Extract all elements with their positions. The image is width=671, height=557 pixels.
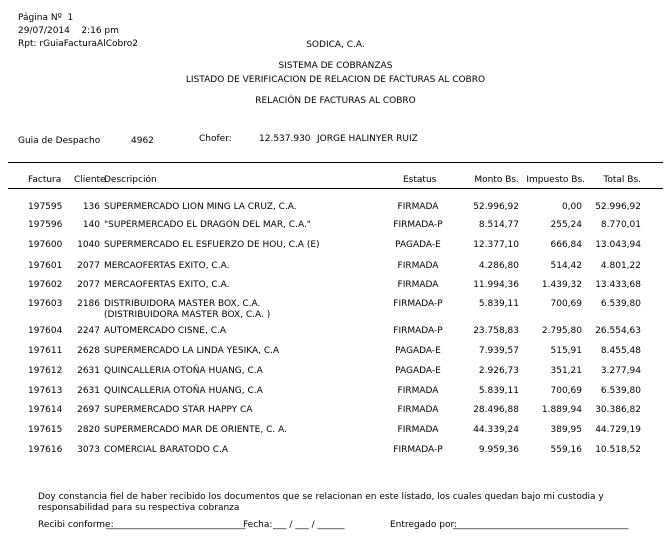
cell-estatus: FIRMADA-P [393,299,443,309]
page-number: 1 [67,13,74,23]
header-factura: Factura [28,175,62,185]
received-label: Recibi conforme: [38,520,114,530]
cell-monto: 11.994,36 [473,280,519,290]
cell-total: 13.043,94 [595,240,641,250]
cell-factura: 197615 [28,425,63,435]
cell-cliente: 2247 [77,326,100,336]
cell-impuesto: 700,69 [550,299,582,309]
cell-total: 6.539,80 [600,299,641,309]
delivered-signature-line: _______________________________________ [453,520,629,530]
report-time: 2:16 pm [81,26,119,36]
guide-number: 4962 [131,136,154,146]
cell-estatus: FIRMADA-P [393,220,443,230]
cell-descripcion: AUTOMERCADO CISNE, C.A [104,326,226,336]
cell-impuesto: 2.795,80 [541,326,582,336]
cell-monto: 28.496,88 [473,405,519,415]
cell-factura: 197611 [28,346,63,356]
guide-label: Guia de Despacho [18,136,101,146]
cell-impuesto: 1.439,32 [541,280,582,290]
cell-monto: 5.839,11 [478,386,519,396]
cell-cliente: 2631 [77,386,100,396]
cell-impuesto: 515,91 [550,346,582,356]
cell-estatus: FIRMADA [397,202,439,212]
listing-title: LISTADO DE VERIFICACION DE RELACION DE FACTURAS AL COBRO [185,75,486,85]
cell-cliente: 136 [82,202,100,212]
cell-monto: 8.514,77 [478,220,519,230]
cell-descripcion: MERCAOFERTAS EXITO, C.A. [104,261,230,271]
cell-descripcion: QUINCALLERIA OTOÑA HUANG, C.A [104,386,263,396]
cell-estatus: FIRMADA [397,261,439,271]
cell-estatus: FIRMADA [397,405,439,415]
date-label: Fecha: [243,520,273,530]
cell-impuesto: 389,95 [550,425,582,435]
cell-cliente: 3073 [77,445,100,455]
report-date: 29/07/2014 [18,26,70,36]
table-top-rule [8,162,663,163]
custody-statement: Doy constancia fiel de haber recibido los documentos que se relacionan en este listado, los cuales quedan bajo mi custodia y responsabilidad para su respectiva cobranza [38,492,604,513]
cell-factura: 197600 [28,240,63,250]
cell-factura: 197604 [28,326,63,336]
cell-descripcion: SUPERMERCADO EL ESFUERZO DE HOU, C.A (E) [104,240,320,250]
cell-factura: 197613 [28,386,63,396]
cell-total: 26.554,63 [595,326,641,336]
cell-monto: 12.377,10 [473,240,519,250]
cell-impuesto: 666,84 [550,240,582,250]
report-subtitle: RELACIÓN DE FACTURAS AL COBRO [255,96,416,106]
cell-descripcion: SUPERMERCADO STAR HAPPY CA [104,405,253,415]
cell-cliente: 140 [82,220,100,230]
driver-label: Chofer: [199,134,232,144]
header-total: Total Bs. [603,175,641,185]
cell-total: 52.996,92 [595,202,641,212]
header-estatus: Estatus [403,175,437,185]
cell-descripcion: COMERCIAL BARATODO C.A [104,445,229,455]
cell-descripcion: MERCAOFERTAS EXITO, C.A. [104,280,230,290]
cell-cliente: 2628 [77,346,100,356]
cell-cliente: 1040 [77,240,100,250]
cell-descripcion: SUPERMERCADO LA LINDA YESIKA, C.A [104,346,280,356]
company-name: SODICA, C.A. [306,40,365,50]
table-row [0,299,671,325]
cell-factura: 197612 [28,366,63,376]
cell-descripcion: SUPERMERCADO LION MING LA CRUZ, C.A. [104,202,297,212]
cell-estatus: FIRMADA [397,280,439,290]
cell-cliente: 2077 [77,280,100,290]
cell-impuesto: 559,16 [550,445,582,455]
delivered-label: Entregado por: [390,520,458,530]
cell-impuesto: 1.889,94 [541,405,582,415]
cell-estatus: FIRMADA [397,386,439,396]
cell-factura: 197595 [28,202,63,212]
cell-factura: 197614 [28,405,63,415]
cell-cliente: 2697 [77,405,100,415]
report-id: Rpt: rGuiaFacturaAlCobro2 [18,39,138,49]
cell-monto: 5.839,11 [478,299,519,309]
cell-total: 13.433,68 [595,280,641,290]
cell-factura: 197596 [28,220,63,230]
cell-descripcion: QUINCALLERIA OTOÑA HUANG, C.A [104,366,263,376]
header-cliente: Cliente [74,175,106,185]
cell-impuesto: 700,69 [550,386,582,396]
cell-factura: 197601 [28,261,63,271]
system-name: SISTEMA DE COBRANZAS [278,61,393,71]
cell-cliente: 2077 [77,261,100,271]
cell-descripcion: DISTRIBUIDORA MASTER BOX, C.A. (DISTRIBUIDORA MASTER BOX, C.A. ) [104,299,271,320]
date-blank-line: ___ / ___ / ______ [273,520,345,530]
cell-total: 4.801,22 [600,261,641,271]
page-label: Página Nº [18,13,62,23]
cell-estatus: FIRMADA-P [393,445,443,455]
header-descripcion: Descripción [104,175,157,185]
cell-total: 8.455,48 [600,346,641,356]
cell-estatus: PAGADA-E [395,240,441,250]
cell-cliente: 2186 [77,299,100,309]
cell-monto: 23.758,83 [473,326,519,336]
cell-estatus: FIRMADA-P [393,326,443,336]
cell-estatus: PAGADA-E [395,346,441,356]
cell-impuesto: 255,24 [550,220,582,230]
cell-total: 30.386,82 [595,405,641,415]
cell-factura: 197602 [28,280,63,290]
cell-monto: 7.939,57 [478,346,519,356]
cell-monto: 9.959,36 [478,445,519,455]
cell-total: 10.518,52 [595,445,641,455]
cell-total: 44.729,19 [595,425,641,435]
cell-descripcion: "SUPERMERCADO EL DRAGON DEL MAR, C.A." [104,220,311,230]
cell-monto: 44.339,24 [473,425,519,435]
cell-descripcion: SUPERMERCADO MAR DE ORIENTE, C. A. [104,425,287,435]
cell-total: 6.539,80 [600,386,641,396]
cell-monto: 52.996,92 [473,202,519,212]
received-signature-line: _______________________________ [106,520,246,530]
cell-cliente: 2820 [77,425,100,435]
cell-factura: 197603 [28,299,63,309]
cell-impuesto: 514,42 [550,261,582,271]
driver-id: 12.537.930 [259,134,311,144]
cell-factura: 197616 [28,445,63,455]
cell-total: 3.277,94 [600,366,641,376]
cell-monto: 2.926,73 [478,366,519,376]
table-header-rule [8,188,663,189]
table-row [0,445,671,471]
cell-impuesto: 0,00 [561,202,582,212]
driver-name: JORGE HALINYER RUIZ [317,134,418,144]
cell-estatus: FIRMADA [397,425,439,435]
header-monto: Monto Bs. [474,175,519,185]
cell-impuesto: 351,21 [550,366,582,376]
cell-total: 8.770,01 [600,220,641,230]
page-number-line [18,12,73,25]
cell-estatus: PAGADA-E [395,366,441,376]
header-impuesto: Impuesto Bs. [526,175,585,185]
cell-monto: 4.286,80 [478,261,519,271]
date-time-line [18,25,119,38]
cell-cliente: 2631 [77,366,100,376]
